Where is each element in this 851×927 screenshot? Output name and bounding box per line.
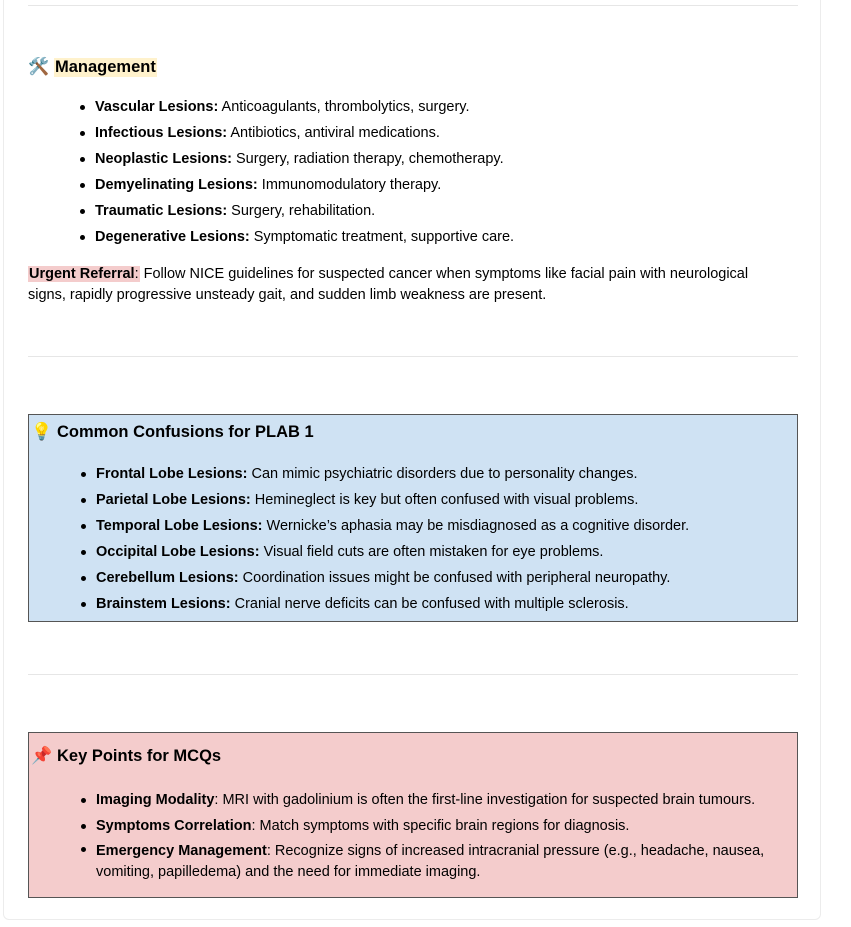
key-points-box xyxy=(28,732,798,898)
management-title: Management xyxy=(55,57,156,76)
list-item: Demyelinating Lesions: Immunomodulatory therapy. xyxy=(79,172,514,198)
list-item: Infectious Lesions: Antibiotics, antiviral medications. xyxy=(79,120,514,146)
urgent-referral-paragraph xyxy=(28,264,788,305)
key-points-heading xyxy=(31,745,221,767)
management-list xyxy=(79,94,514,250)
list-item: Frontal Lobe Lesions: Can mimic psychiatric disorders due to personality changes. xyxy=(80,461,689,487)
key-points-list xyxy=(80,787,796,882)
list-item: Imaging Modality: MRI with gadolinium is often the first-line investigation for suspected brain tumours. xyxy=(80,787,796,813)
divider xyxy=(28,5,798,6)
common-confusions-title: Common Confusions for PLAB 1 xyxy=(57,422,314,441)
list-item: Emergency Management: Recognize signs of increased intracranial pressure (e.g., headache, nausea, vomiting, papilledema) and the need for immediate imaging. xyxy=(80,839,796,882)
urgent-referral-text: Follow NICE guidelines for suspected cancer when symptoms like facial pain with neurological signs, rapidly progressive unsteady gait, and sudden limb weakness are present. xyxy=(28,266,749,303)
management-heading xyxy=(28,56,157,78)
list-item: Neoplastic Lesions: Surgery, radiation therapy, chemotherapy. xyxy=(79,146,514,172)
divider xyxy=(28,674,798,675)
list-item: Traumatic Lesions: Surgery, rehabilitation. xyxy=(79,198,514,224)
list-item: Parietal Lobe Lesions: Hemineglect is key but often confused with visual problems. xyxy=(80,487,689,513)
pushpin-icon: 📌 xyxy=(31,746,53,765)
list-item: Cerebellum Lesions: Coordination issues might be confused with peripheral neuropathy. xyxy=(80,565,689,591)
list-item: Vascular Lesions: Anticoagulants, thrombolytics, surgery. xyxy=(79,94,514,120)
list-item: Occipital Lobe Lesions: Visual field cuts are often mistaken for eye problems. xyxy=(80,539,689,565)
list-item: Temporal Lobe Lesions: Wernicke’s aphasia may be misdiagnosed as a cognitive disorder. xyxy=(80,513,689,539)
common-confusions-box xyxy=(28,414,798,622)
common-confusions-heading xyxy=(31,421,314,443)
list-item: Brainstem Lesions: Cranial nerve deficits can be confused with multiple sclerosis. xyxy=(80,591,689,617)
urgent-referral-label: Urgent Referral: xyxy=(29,266,139,282)
list-item: Degenerative Lesions: Symptomatic treatment, supportive care. xyxy=(79,224,514,250)
hammer-wrench-icon: 🛠️ xyxy=(28,57,50,76)
common-confusions-list xyxy=(80,461,689,617)
list-item: Symptoms Correlation: Match symptoms with specific brain regions for diagnosis. xyxy=(80,813,796,839)
key-points-title: Key Points for MCQs xyxy=(57,746,222,765)
light-bulb-icon: 💡 xyxy=(31,422,53,441)
divider xyxy=(28,356,798,357)
